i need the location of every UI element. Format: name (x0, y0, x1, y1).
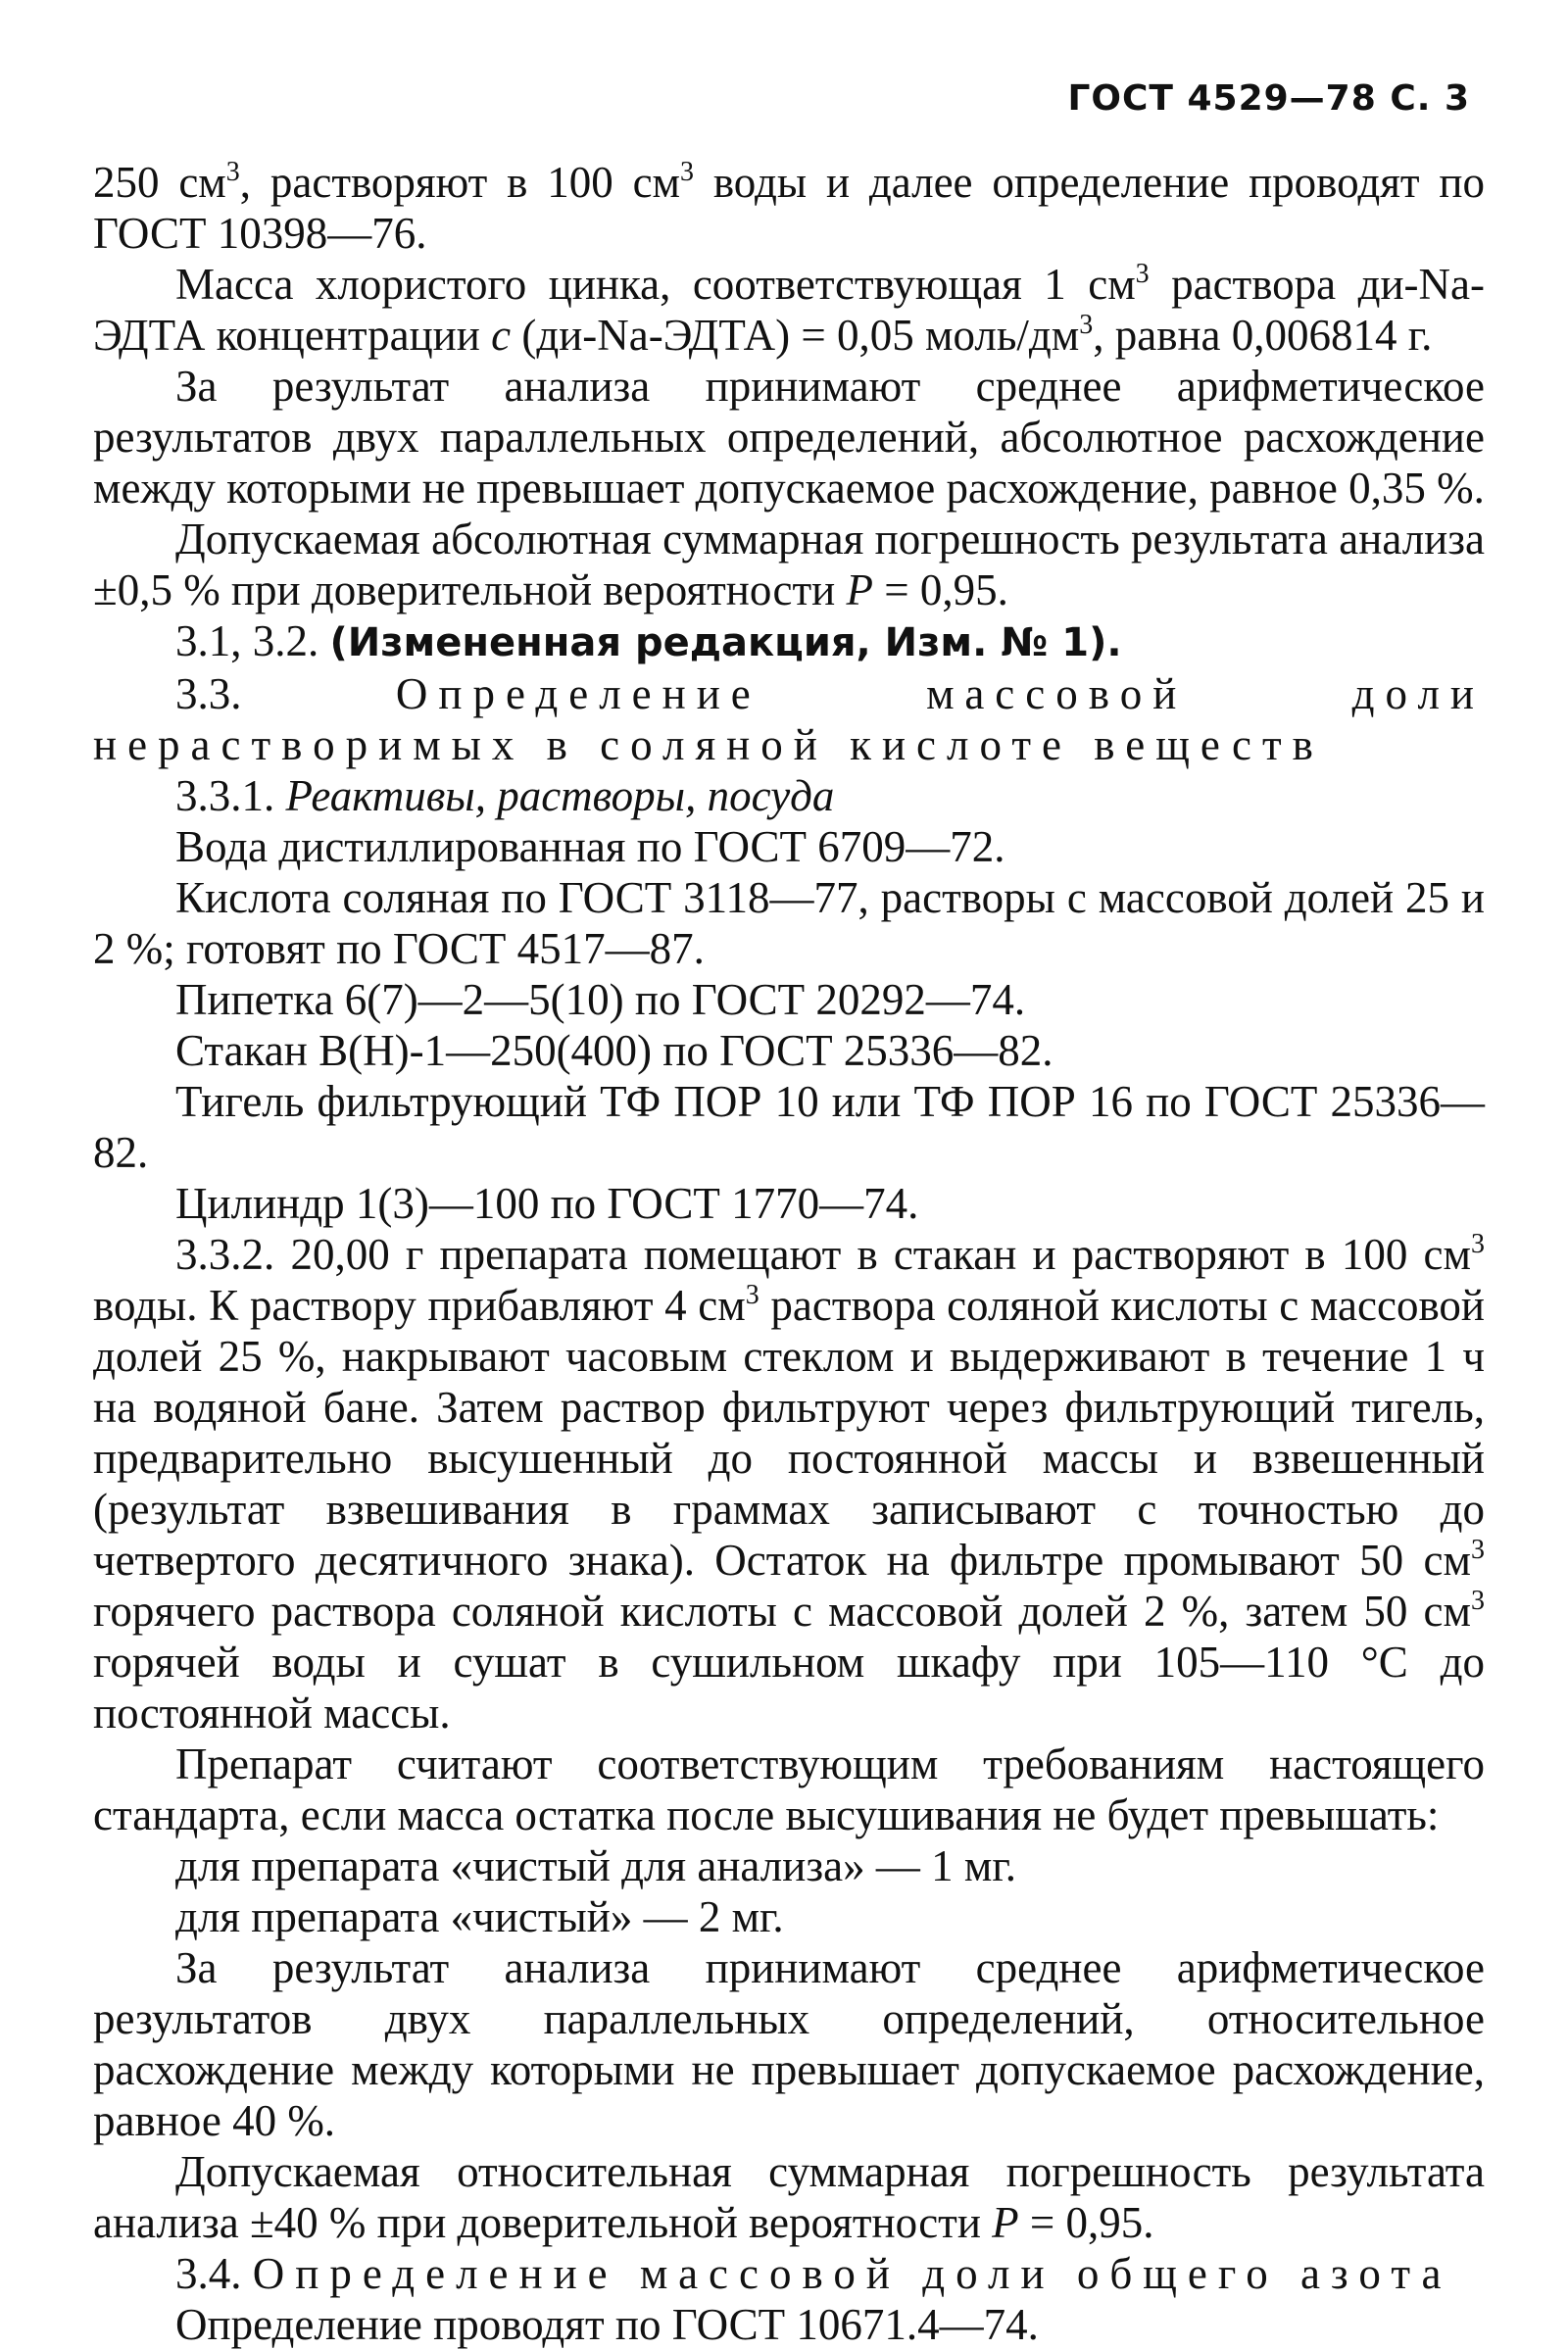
paragraph-procedure-3-3-2: 3.3.2. 20,00 г препарата помещают в стакан и растворяют в 100 $см^3$ воды. К раствору прибавляют 4 $см^3$ раствора соляной кислоты с массовой долей 25 %, накрывают часовым стеклом и выдерживают в течение 1 ч на водяной бане. Затем раствор фильтруют через фильтрующий тигель, предварительно высушенный до постоянной массы и взвешенный (результат взвешивания в граммах записывают с точностью до четвертого десятичного знака). Остаток на фильтре промывают 50 $см^3$ горячего раствора соляной кислоты с массовой долей 2 %, затем 50 $см^3$ горячей воды и сушат в сушильном шкафу при 105—110 °С до постоянной массы. (93, 1229, 1485, 1738)
document-body (93, 157, 1485, 2350)
section-heading-3-3: 3.3. Определение массовой доли нерастворимых в соляной кислоте веществ (93, 669, 1485, 769)
list-item-acid: Кислота соляная по ГОСТ 3118—77, растворы с массовой долей 25 и 2 %; готовят по ГОСТ 4517—87. (93, 873, 1485, 973)
paragraph-continuation: 250 $см^3$, растворяют в 100 $см^3$ воды и далее определение проводят по ГОСТ 10398—76. (93, 157, 1485, 258)
list-item-pipette: Пипетка 6(7)—2—5(10) по ГОСТ 20292—74. (175, 975, 1026, 1024)
paragraph-result-relative: За результат анализа принимают среднее арифметическое результатов двух параллельных определений, относительное расхождение между которыми не превышает допускаемое расхождение, равное 40 %. (93, 1943, 1485, 2145)
list-item-pure-for-analysis: для препарата «чистый для анализа» — 1 мг. (175, 1841, 1016, 1890)
paragraph-error-relative: Допускаемая относительная суммарная погрешность результата анализа ±40 % при доверительной вероятности Р = 0,95. (93, 2147, 1485, 2247)
paragraph-compliance: Препарат считают соответствующим требованиям настоящего стандарта, если масса остатка после высушивания не будет превышать: (93, 1739, 1485, 1839)
page-header: ГОСТ 4529—78 С. 3 (1067, 78, 1470, 119)
paragraph-result-absolute: За результат анализа принимают среднее арифметическое результатов двух параллельных определений, абсолютное расхождение между которыми не превышает допускаемое расхождение, равное 0,35 %. (93, 362, 1485, 513)
paragraph-zinc-chloride-mass: Масса хлористого цинка, соответствующая 1 $см^3$ раствора ди-Na-ЭДТА концентрации с (ди-Na-ЭДТА) = 0,05 моль/$дм^3$, равна 0,006814 г. (93, 259, 1485, 360)
list-item-beaker: Стакан В(Н)-1—250(400) по ГОСТ 25336—82. (175, 1026, 1054, 1075)
list-item-crucible: Тигель фильтрующий ТФ ПОР 10 или ТФ ПОР 16 по ГОСТ 25336—82. (93, 1077, 1485, 1177)
section-heading-3-4: 3.4. Определение массовой доли общего азота (175, 2249, 1452, 2298)
paragraph-nitrogen-method: Определение проводят по ГОСТ 10671.4—74. (175, 2300, 1039, 2349)
paragraph-error-absolute: Допускаемая абсолютная суммарная погрешность результата анализа ±0,5 % при доверительной вероятности Р = 0,95. (93, 514, 1485, 614)
list-item-cylinder: Цилиндр 1(3)—100 по ГОСТ 1770—74. (175, 1179, 919, 1228)
paragraph-revision-note: 3.1, 3.2. (Измененная редакция, Изм. № 1). (175, 616, 1122, 665)
list-item-pure: для препарата «чистый» — 2 мг. (175, 1892, 784, 1941)
list-item-water: Вода дистиллированная по ГОСТ 6709—72. (175, 822, 1005, 871)
subsection-heading-3-3-1: 3.3.1. Реактивы, растворы, посуда (175, 771, 835, 820)
